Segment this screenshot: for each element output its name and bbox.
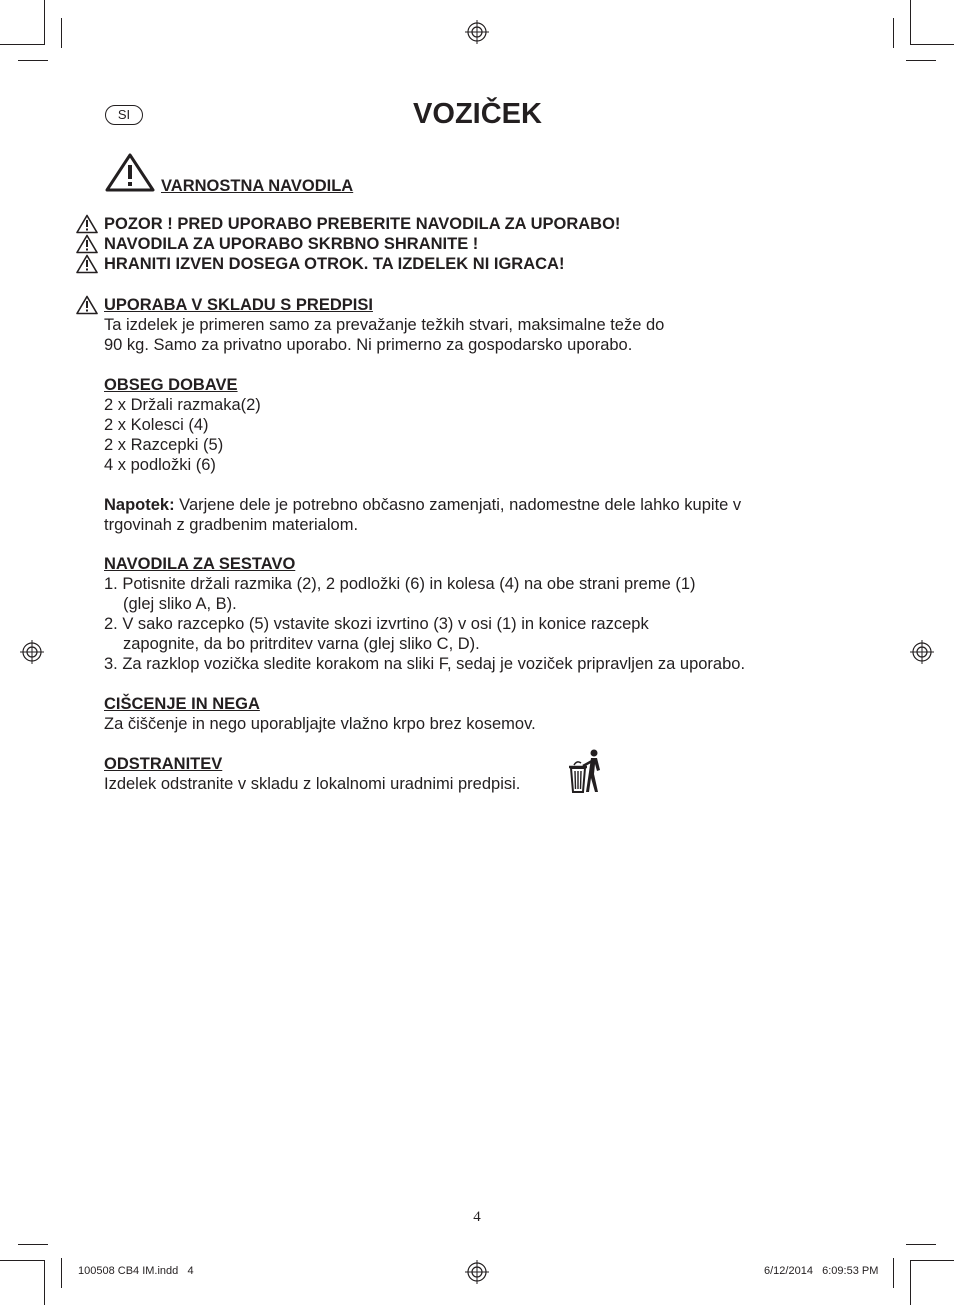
scope-item: 2 x Držali razmaka(2) [104, 396, 261, 414]
warning-line: HRANITI IZVEN DOSEGA OTROK. TA IZDELEK NI IGRACA! [104, 255, 565, 273]
assembly-heading: NAVODILA ZA SESTAVO [104, 555, 296, 573]
scope-item: 2 x Razcepki (5) [104, 436, 224, 454]
warning-line: POZOR ! PRED UPORABO PREBERITE NAVODILA ZA UPORABO! [104, 215, 621, 233]
disposal-text: Izdelek odstranite v skladu z lokalnomi uradnimi predpisi. [104, 775, 521, 793]
registration-mark-icon [465, 1260, 489, 1284]
registration-mark-icon [910, 640, 934, 664]
cleaning-heading: CIŠCENJE IN NEGA [104, 695, 260, 713]
crop-mark [906, 1244, 936, 1245]
scope-item: 4 x podložki (6) [104, 456, 216, 474]
scope-item: 2 x Kolesci (4) [104, 416, 209, 434]
warning-triangle-icon [76, 234, 98, 254]
crop-mark [18, 60, 48, 61]
scope-heading: OBSEG DOBAVE [104, 376, 238, 394]
crop-mark [893, 18, 894, 48]
warning-triangle-icon [76, 254, 98, 274]
footer-datetime: 6/12/2014 6:09:53 PM [764, 1265, 879, 1277]
warning-line: NAVODILA ZA UPORABO SKRBNO SHRANITE ! [104, 235, 479, 253]
assembly-step: 3. Za razklop vozička sledite korakom na sliki F, sedaj je voziček pripravljen za uporabo. [104, 655, 746, 673]
registration-mark-icon [20, 640, 44, 664]
intended-use-heading: UPORABA V SKLADU S PREDPISI [104, 296, 373, 314]
assembly-step: 2. V sako razcepko (5) vstavite skozi izvrtino (3) v osi (1) in konice razcepk [104, 615, 649, 633]
note-line [104, 495, 741, 515]
warning-triangle-icon [76, 295, 98, 315]
assembly-step: zapognite, da bo pritrditev varna (glej sliko C, D). [123, 635, 480, 653]
note-label: Napotek: [104, 496, 175, 514]
crop-mark [0, 1260, 45, 1261]
intended-use-text: Ta izdelek je primeren samo za prevažanje težkih stvari, maksimalne teže do [104, 316, 665, 334]
intended-use-text: 90 kg. Samo za privatno uporabo. Ni primerno za gospodarsko uporabo. [104, 336, 633, 354]
safety-heading: VARNOSTNA NAVODILA [161, 177, 354, 195]
page-title: VOZIČEK [413, 98, 542, 130]
registration-mark-icon [465, 20, 489, 44]
crop-mark [910, 1260, 911, 1305]
crop-mark [0, 44, 45, 45]
assembly-step: (glej sliko A, B). [123, 595, 237, 613]
crop-mark [906, 60, 936, 61]
crop-mark [44, 0, 45, 45]
warning-triangle-icon [104, 152, 156, 192]
crop-mark [910, 44, 954, 45]
footer-file: 100508 CB4 IM.indd 4 [78, 1265, 194, 1277]
note-text: Varjene dele je potrebno občasno zamenjati, nadomestne dele lahko kupite v [174, 496, 742, 514]
note-line: trgovinah z gradbenim materialom. [104, 516, 359, 534]
waste-bin-icon [567, 748, 603, 794]
disposal-heading: ODSTRANITEV [104, 755, 223, 773]
crop-mark [910, 0, 911, 45]
crop-mark [910, 1260, 954, 1261]
warning-triangle-icon [76, 214, 98, 234]
crop-mark [61, 18, 62, 48]
crop-mark [893, 1258, 894, 1288]
crop-mark [18, 1244, 48, 1245]
cleaning-text: Za čiščenje in nego uporabljajte vlažno krpo brez kosemov. [104, 715, 536, 733]
page-number: 4 [473, 1209, 481, 1225]
assembly-step: 1. Potisnite držali razmika (2), 2 podložki (6) in kolesa (4) na obe strani preme (1) [104, 575, 696, 593]
crop-mark [61, 1258, 62, 1288]
crop-mark [44, 1260, 45, 1305]
language-badge: SI [105, 105, 143, 125]
